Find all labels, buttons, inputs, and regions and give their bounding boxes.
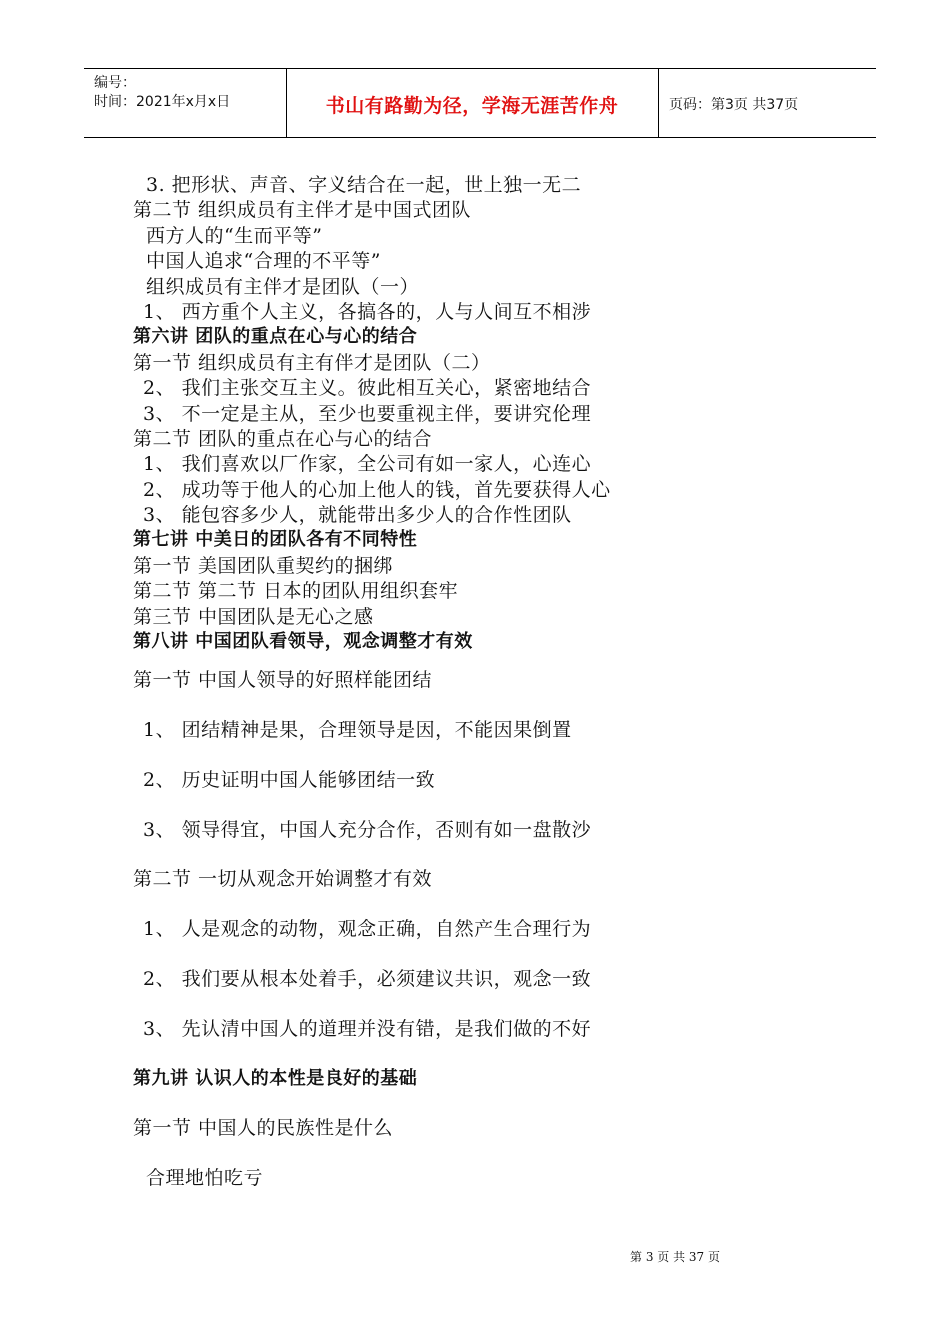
header-page-indicator: 页码：第3页 共37页: [669, 97, 799, 113]
page-footer: 第 3 页 共 37 页: [630, 1250, 720, 1264]
section-heading: 第一节 组织成员有主有伴才是团队（二）: [133, 352, 491, 374]
lecture-heading: 第八讲 中国团队看领导，观念调整才有效: [133, 631, 473, 652]
list-item: 2、 成功等于他人的心加上他人的钱，首先要获得人心: [143, 479, 611, 501]
list-item: 2、 我们要从根本处着手，必须建议共识，观念一致: [143, 968, 592, 990]
list-item: 1、 人是观念的动物，观念正确，自然产生合理行为: [143, 918, 592, 940]
document-date-label: 时间：2021年x月x日: [94, 94, 231, 110]
list-item: 3、 能包容多少人，就能带出多少人的合作性团队: [143, 504, 572, 526]
section-heading: 第三节 中国团队是无心之感: [133, 606, 374, 628]
list-item: 3、 不一定是主从，至少也要重视主伴，要讲究伦理: [143, 403, 592, 425]
section-heading: 第二节 组织成员有主伴才是中国式团队: [133, 199, 472, 221]
lecture-heading: 第六讲 团队的重点在心与心的结合: [133, 326, 418, 347]
text-line: 中国人追求“合理的不平等”: [146, 250, 381, 272]
list-item: 3、 领导得宜，中国人充分合作，否则有如一盘散沙: [143, 819, 592, 841]
section-heading: 第一节 中国人的民族性是什么: [133, 1117, 394, 1139]
lecture-heading: 第九讲 认识人的本性是良好的基础: [133, 1068, 418, 1089]
list-item: 3、 先认清中国人的道理并没有错，是我们做的不好: [143, 1018, 592, 1040]
section-heading: 第一节 美国团队重契约的捆绑: [133, 555, 394, 577]
header-motto: 书山有路勤为径，学海无涯苦作舟: [325, 95, 619, 117]
section-heading: 第二节 团队的重点在心与心的结合: [133, 428, 433, 450]
list-item: 1、 西方重个人主义，各搞各的，人与人间互不相涉: [143, 301, 592, 323]
section-heading: 第二节 一切从观念开始调整才有效: [133, 868, 433, 890]
list-item: 2、 我们主张交互主义。彼此相互关心，紧密地结合: [143, 377, 592, 399]
document-number-label: 编号：: [94, 75, 136, 91]
list-item: 1、 团结精神是果，合理领导是因，不能因果倒置: [143, 719, 572, 741]
list-item: 2、 历史证明中国人能够团结一致: [143, 769, 436, 791]
text-line: 组织成员有主伴才是团队（一）: [146, 276, 420, 298]
section-heading: 第一节 中国人领导的好照样能团结: [133, 669, 433, 691]
section-heading: 第二节 第二节 日本的团队用组织套牢: [133, 580, 459, 602]
text-line: 合理地怕吃亏: [146, 1167, 264, 1189]
text-line: 西方人的“生而平等”: [146, 225, 323, 247]
lecture-heading: 第七讲 中美日的团队各有不同特性: [133, 529, 418, 550]
list-item: 3. 把形状、声音、字义结合在一起，世上独一无二: [146, 174, 582, 196]
list-item: 1、 我们喜欢以厂作家，全公司有如一家人，心连心: [143, 453, 592, 475]
